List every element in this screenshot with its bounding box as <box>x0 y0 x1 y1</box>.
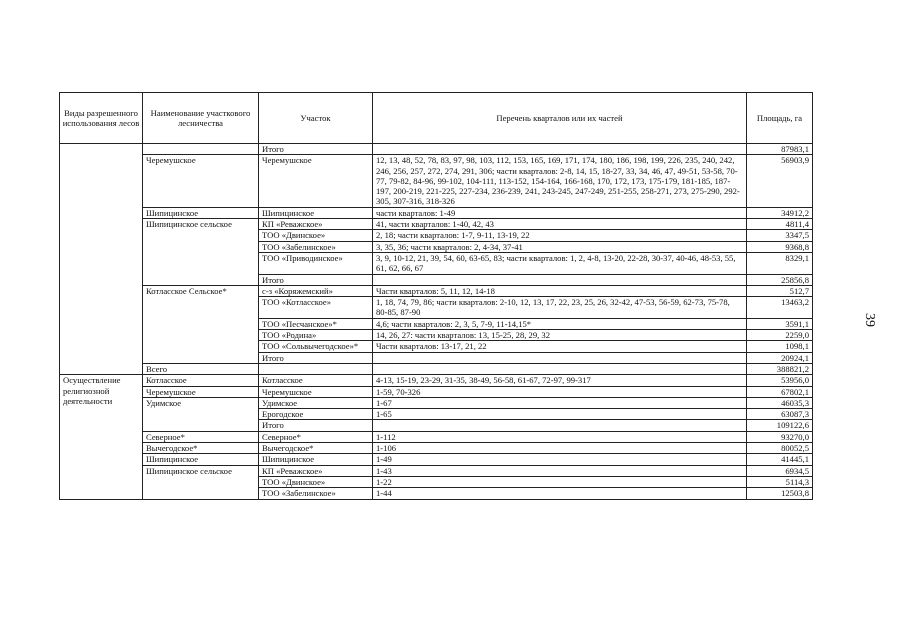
plot-cell: Удимское <box>259 397 373 408</box>
header-area: Площадь, га <box>747 93 813 144</box>
plot-cell: Вычегодское* <box>259 443 373 454</box>
quarters-cell: части кварталов: 1-49 <box>373 207 747 218</box>
forestry-cell: Шипицинское <box>143 454 259 465</box>
area-cell: 1098,1 <box>747 341 813 352</box>
area-cell: 3347,5 <box>747 230 813 241</box>
plot-cell: ТОО «Сольвычегодское»* <box>259 341 373 352</box>
header-plot: Участок <box>259 93 373 144</box>
table-row <box>60 285 813 296</box>
area-cell: 13463,2 <box>747 297 813 319</box>
plot-cell: ТОО «Котласское» <box>259 297 373 319</box>
quarters-cell: 2, 18; части кварталов: 1-7, 9-11, 13-19, 22 <box>373 230 747 241</box>
quarters-cell: 4-13, 15-19, 23-29, 31-35, 38-49, 56-58, 61-67, 72-97, 99-317 <box>373 375 747 386</box>
use-type-cell: Осуществление религиозной деятельности <box>60 375 143 499</box>
area-cell: 12503,8 <box>747 488 813 499</box>
area-cell: 53956,0 <box>747 375 813 386</box>
quarters-cell: Части кварталов: 13-17, 21, 22 <box>373 341 747 352</box>
plot-cell: ТОО «Родина» <box>259 330 373 341</box>
plot-cell: Итого <box>259 352 373 363</box>
plot-cell: КП «Реважское» <box>259 465 373 476</box>
quarters-cell: 1-65 <box>373 409 747 420</box>
area-cell: 6934,5 <box>747 465 813 476</box>
table-row <box>60 465 813 476</box>
plot-cell: Котласское <box>259 375 373 386</box>
plot-cell: Итого <box>259 420 373 431</box>
header-forestry: Наименование участкового лесничества <box>143 93 259 144</box>
quarters-cell: 1-112 <box>373 431 747 442</box>
quarters-cell: 3, 35, 36; части кварталов: 2, 4-34, 37-41 <box>373 241 747 252</box>
area-cell: 20924,1 <box>747 352 813 363</box>
forestry-cell: Котласское Сельское* <box>143 285 259 363</box>
area-cell: 2259,0 <box>747 330 813 341</box>
table-row <box>60 397 813 408</box>
quarters-cell: 1-59, 70-326 <box>373 386 747 397</box>
area-cell: 87983,1 <box>747 144 813 155</box>
area-cell: 67802,1 <box>747 386 813 397</box>
plot-cell: Шипицинское <box>259 207 373 218</box>
header-use-type: Виды разрешенного использования лесов <box>60 93 143 144</box>
plot-cell: ТОО «Песчанское»* <box>259 318 373 329</box>
plot-cell: Итого <box>259 144 373 155</box>
quarters-cell: 1-49 <box>373 454 747 465</box>
page-number: 39 <box>862 313 877 327</box>
quarters-cell: 1-106 <box>373 443 747 454</box>
area-cell: 93270,0 <box>747 431 813 442</box>
area-cell: 34912,2 <box>747 207 813 218</box>
area-cell: 512,7 <box>747 285 813 296</box>
plot-cell: с-з «Коряжемский» <box>259 285 373 296</box>
area-cell: 9368,8 <box>747 241 813 252</box>
forestry-cell: Шипицинское сельское <box>143 219 259 286</box>
forestry-cell: Черемушское <box>143 155 259 207</box>
area-cell: 4811,4 <box>747 219 813 230</box>
plot-cell: ТОО «Двинское» <box>259 476 373 487</box>
area-cell: 388821,2 <box>747 363 813 374</box>
plot-cell: Ерогодское <box>259 409 373 420</box>
header-quarters: Перечень кварталов или их частей <box>373 93 747 144</box>
area-cell: 80052,5 <box>747 443 813 454</box>
area-cell: 63087,3 <box>747 409 813 420</box>
forestry-cell: Северное* <box>143 431 259 442</box>
table-row <box>60 375 813 386</box>
quarters-cell: 1-43 <box>373 465 747 476</box>
area-cell: 109122,6 <box>747 420 813 431</box>
use-type-cell <box>60 144 143 375</box>
area-cell: 41445,1 <box>747 454 813 465</box>
table-row <box>60 443 813 454</box>
plot-cell: Шипицинское <box>259 454 373 465</box>
quarters-cell: 1, 18, 74, 79, 86; части кварталов: 2-10, 12, 13, 17, 22, 23, 25, 26, 32-42, 47-53, 56-59, 62-73, 75-78, 80-85, 87-90 <box>373 297 747 319</box>
area-cell: 3591,1 <box>747 318 813 329</box>
quarters-cell: 41, части кварталов: 1-40, 42, 43 <box>373 219 747 230</box>
quarters-cell: Части кварталов: 5, 11, 12, 14-18 <box>373 285 747 296</box>
quarters-cell: 12, 13, 48, 52, 78, 83, 97, 98, 103, 112, 153, 165, 169, 171, 174, 180, 186, 198, 199, 226, 235, 240, 242, 246, 256, 257, 272, 274, 291, 306; части кварталов: 2-8, 14, 15, 18-27, 33, 34, 46, 47, 49-51, 53-58, 70-77, 79-82, 84-96, 99-102, 104-111, 113-152, 154-164, 166-168, 170, 172, 173, 175-179, 181-185, 187-197, 200-219, 221-225, 227-234, 236-239, 241, 243-245, 247-249, 251-255, 258-271, 273, 275-290, 292-305, 307-316, 318-326 <box>373 155 747 207</box>
area-cell: 46035,3 <box>747 397 813 408</box>
table-row <box>60 386 813 397</box>
area-cell: 25856,8 <box>747 274 813 285</box>
forestry-cell: Вычегодское* <box>143 443 259 454</box>
plot-cell: Итого <box>259 274 373 285</box>
forestry-cell: Удимское <box>143 397 259 431</box>
table-row <box>60 155 813 207</box>
table-row <box>60 454 813 465</box>
forestry-cell: Шипицинское <box>143 207 259 218</box>
table-row <box>60 431 813 442</box>
table-row <box>60 207 813 218</box>
plot-cell: ТОО «Двинское» <box>259 230 373 241</box>
forestry-cell: Всего <box>143 363 259 374</box>
quarters-cell: 1-22 <box>373 476 747 487</box>
table-row <box>60 219 813 230</box>
forestry-cell: Шипицинское сельское <box>143 465 259 499</box>
quarters-cell: 4,6; части кварталов: 2, 3, 5, 7-9, 11-14,15* <box>373 318 747 329</box>
plot-cell: ТОО «Приводинское» <box>259 252 373 274</box>
area-cell: 8329,1 <box>747 252 813 274</box>
table-header-row <box>60 93 813 144</box>
plot-cell: Северное* <box>259 431 373 442</box>
forestry-cell: Котласское <box>143 375 259 386</box>
plot-cell: ТОО «Забелинское» <box>259 241 373 252</box>
quarters-cell: 3, 9, 10-12, 21, 39, 54, 60, 63-65, 83; части кварталов: 1, 2, 4-8, 13-20, 22-28, 30-37, 40-46, 48-53, 55, 61, 62, 66, 67 <box>373 252 747 274</box>
quarters-cell: 1-67 <box>373 397 747 408</box>
area-cell: 56903,9 <box>747 155 813 207</box>
plot-cell: Черемушское <box>259 155 373 207</box>
forestry-cell: Черемушское <box>143 386 259 397</box>
plot-cell: ТОО «Забелинское» <box>259 488 373 499</box>
forest-use-table <box>59 92 813 500</box>
quarters-cell: 14, 26, 27: части кварталов: 13, 15-25, 28, 29, 32 <box>373 330 747 341</box>
quarters-cell: 1-44 <box>373 488 747 499</box>
table-row <box>60 363 813 374</box>
plot-cell: Черемушское <box>259 386 373 397</box>
area-cell: 5114,3 <box>747 476 813 487</box>
table-row <box>60 144 813 155</box>
plot-cell: КП «Реважское» <box>259 219 373 230</box>
